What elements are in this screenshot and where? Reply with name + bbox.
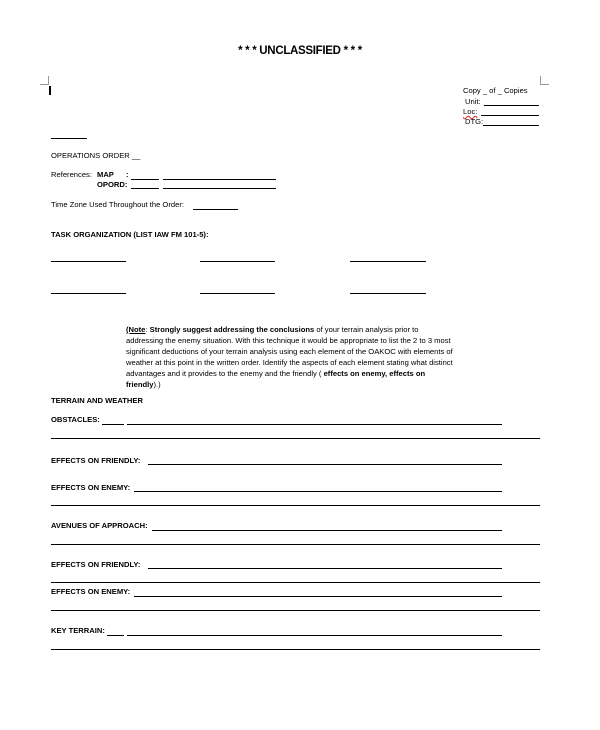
note-label: (Note (126, 325, 146, 334)
effects-enemy-blank-2 (134, 596, 502, 597)
opord-blank-2 (163, 188, 276, 189)
task-org-blank-2b (200, 293, 275, 294)
obstacles-line-2 (51, 438, 540, 439)
avenues-line-2 (51, 544, 540, 545)
opord-blank-1 (131, 188, 159, 189)
note-paragraph (126, 324, 454, 390)
obstacles-blank-a (102, 424, 124, 425)
map-blank-2 (163, 179, 276, 180)
classification-title: * * * UNCLASSIFIED * * * (238, 45, 362, 57)
dtg-blank (483, 125, 539, 126)
avenues-blank-a (152, 530, 502, 531)
time-zone-blank (193, 209, 238, 210)
effects-friendly-label-2: EFFECTS ON FRIENDLY: (51, 560, 141, 569)
effects-enemy-label-2: EFFECTS ON ENEMY: (51, 587, 131, 596)
task-org-blank-2c (350, 293, 426, 294)
key-terrain-blank-a (107, 635, 124, 636)
opord-label: OPORD: (97, 180, 128, 189)
effects-enemy-line-2b (51, 610, 540, 611)
note-bold-lead: Strongly suggest addressing the conclusions (149, 325, 315, 334)
obstacles-blank-b (127, 424, 502, 425)
effects-friendly-label-1: EFFECTS ON FRIENDLY: (51, 456, 141, 465)
effects-enemy-line-1b (51, 505, 540, 506)
time-zone-label: Time Zone Used Throughout the Order: (51, 200, 184, 209)
key-terrain-line-2 (51, 649, 540, 650)
crop-mark-top-left (40, 76, 49, 85)
task-org-blank-2a (51, 293, 126, 294)
effects-friendly-blank-2 (148, 568, 502, 569)
task-org-blank-1c (350, 261, 426, 262)
loc-label: Loc: (463, 107, 478, 116)
effects-friendly-blank-1 (148, 464, 502, 465)
operations-order-label: OPERATIONS ORDER __ (51, 151, 141, 160)
task-organization-heading: TASK ORGANIZATION (LIST IAW FM 101-5): (51, 230, 209, 239)
task-org-blank-1b (200, 261, 275, 262)
note-close: ).) (153, 380, 161, 389)
key-terrain-blank-b (127, 635, 502, 636)
map-colon: : (126, 170, 129, 179)
references-label: References: (51, 170, 92, 179)
crop-mark-top-right (540, 76, 549, 85)
obstacles-label: OBSTACLES: (51, 415, 100, 424)
effects-enemy-blank-1 (134, 491, 502, 492)
task-org-blank-1a (51, 261, 126, 262)
note-body: of your terrain analysis prior to addressing the enemy situation. With this technique it would be appropriate to list the 2 to 3 most significant deductions of your terrain analysis using each element of the OAKOC with elements of weather at this point in the written order. Identify the aspects of each element stating what distinct advantages and it provides to the enemy and the friendly ( (126, 325, 453, 378)
unit-blank (484, 105, 539, 106)
key-terrain-label: KEY TERRAIN: (51, 626, 105, 635)
copy-line: Copy _ of _ Copies (463, 86, 528, 95)
dtg-label: DTG: (465, 117, 484, 126)
note-colon: : (145, 325, 148, 334)
header-rule (51, 138, 87, 139)
text-cursor (49, 86, 51, 95)
terrain-weather-heading: TERRAIN AND WEATHER (51, 396, 143, 405)
avenues-of-approach-label: AVENUES OF APPROACH: (51, 521, 148, 530)
unit-label: Unit: (465, 97, 481, 106)
loc-blank (481, 115, 539, 116)
note-bold-tail: effects on enemy, effects on friendly (126, 369, 426, 389)
effects-friendly-line-2b (51, 582, 540, 583)
map-label: MAP (97, 170, 114, 179)
map-blank-1 (131, 179, 159, 180)
effects-enemy-label-1: EFFECTS ON ENEMY: (51, 483, 131, 492)
